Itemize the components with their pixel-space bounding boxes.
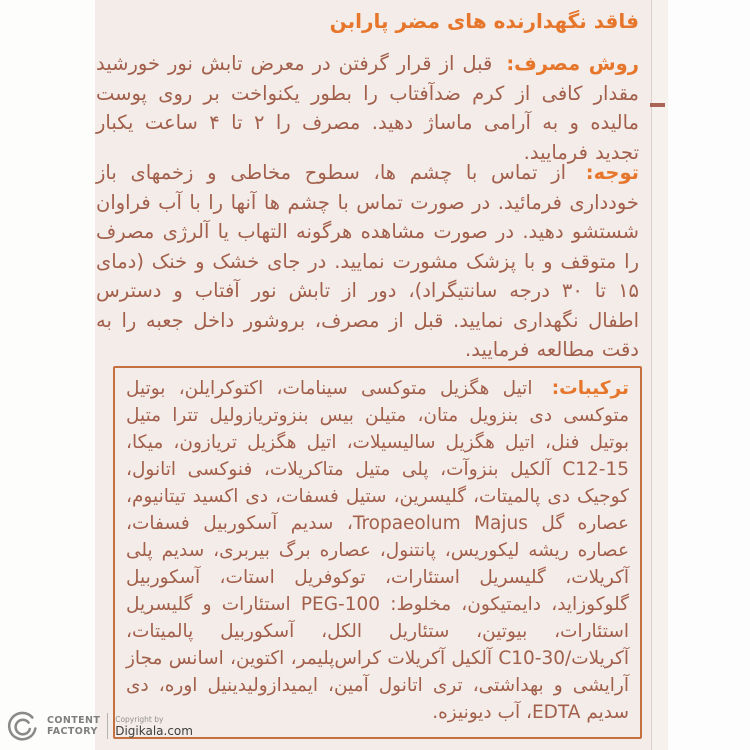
usage-text: قبل از قرار گرفتن در معرض تابش نور خورشید مقدار کافی از کرم ضدآفتاب را بطور یکنواخت بر روی پوست مالیده و به آرامی ماساژ دهید. مصرف را ۲ تا ۴ ساعت یکبار تجدید فرمایید. <box>96 52 639 164</box>
content-factory-wordmark <box>47 715 100 737</box>
brand-line-2: FACTORY <box>47 726 98 737</box>
usage-paragraph <box>96 49 639 167</box>
attention-paragraph <box>96 158 639 365</box>
copyright-site: Digikala.com <box>115 723 193 738</box>
ingredients-text: اتیل هگزیل متوکسی سینامات، اکتوکرایلن، بوتیل متوکسی دی بنزویل متان، متیلن بیس بنزوتریازولیل تترا متیل بوتیل فنل، اتیل هگزیل سالیسیلات، اتیل هگزیل تریازون، میکا، C12-15 آلکیل بنزوآت، پلی متیل متاکریلات، فنوکسی اتانول، کوجیک دی پالمیتات، گلیسرین، ستیل فسفات، دی اکسید تیتانیوم، عصاره گل Tropaeolum Majus، سدیم آسکوربیل فسفات، عصاره ریشه لیکوریس، پانتنول، عصاره برگ بیربری، سدیم پلی آکریلات، گلیسریل استئارات، توکوفریل استات، آسکوربیل گلوکوزاید، دایمتیکون، مخلوط: PEG-100 استئارات و گلیسریل استئارات، بیوتین، ستئاریل الکل، آسکوربیل پالمیتات، آکریلات/C10-30 آلکیل آکریلات کراس‌پلیمر، اکتوین، اسانس مجاز آرایشی و بهداشتی، تری اتانول آمین، ایمیدازولیدینیل اوره، دی سدیم EDTA، آب دیونیزه. <box>126 378 629 723</box>
photo-right-margin <box>668 0 750 750</box>
print-registration-mark <box>650 103 665 107</box>
copyright-block <box>115 715 193 738</box>
box-fold-edge <box>651 0 668 750</box>
watermark-divider <box>107 713 108 739</box>
copyright-label: Copyright by <box>115 714 164 724</box>
usage-label: روش مصرف: <box>506 52 639 75</box>
brand-line-1: CONTENT <box>47 715 101 726</box>
ingredients-paragraph <box>126 375 629 726</box>
content-factory-logo-icon <box>6 709 40 743</box>
watermark <box>6 706 193 746</box>
ingredients-label: ترکیبات: <box>551 378 629 399</box>
ingredients-box <box>113 366 642 739</box>
paraben-free-headline: فاقد نگهدارنده های مضر پارابن <box>329 9 639 33</box>
attention-text: از تماس با چشم ها، سطوح مخاطی و زخمهای باز خودداری فرمائید. در صورت تماس با چشم ها آنها را با آب فراوان شستشو دهید. در صورت مشاهده هرگونه التهاب یا آلرژی مصرف را متوقف و با پزشک مشورت نمایید. در جای خشک و خنک (دمای ۱۵ تا ۳۰ درجه سانتیگراد)، دور از تابش نور آفتاب و دسترس اطفال نگهداری نمایید. قبل از مصرف، بروشور داخل جعبه را به دقت مطالعه فرمایید. <box>96 161 640 361</box>
attention-label: توجه: <box>585 161 639 184</box>
